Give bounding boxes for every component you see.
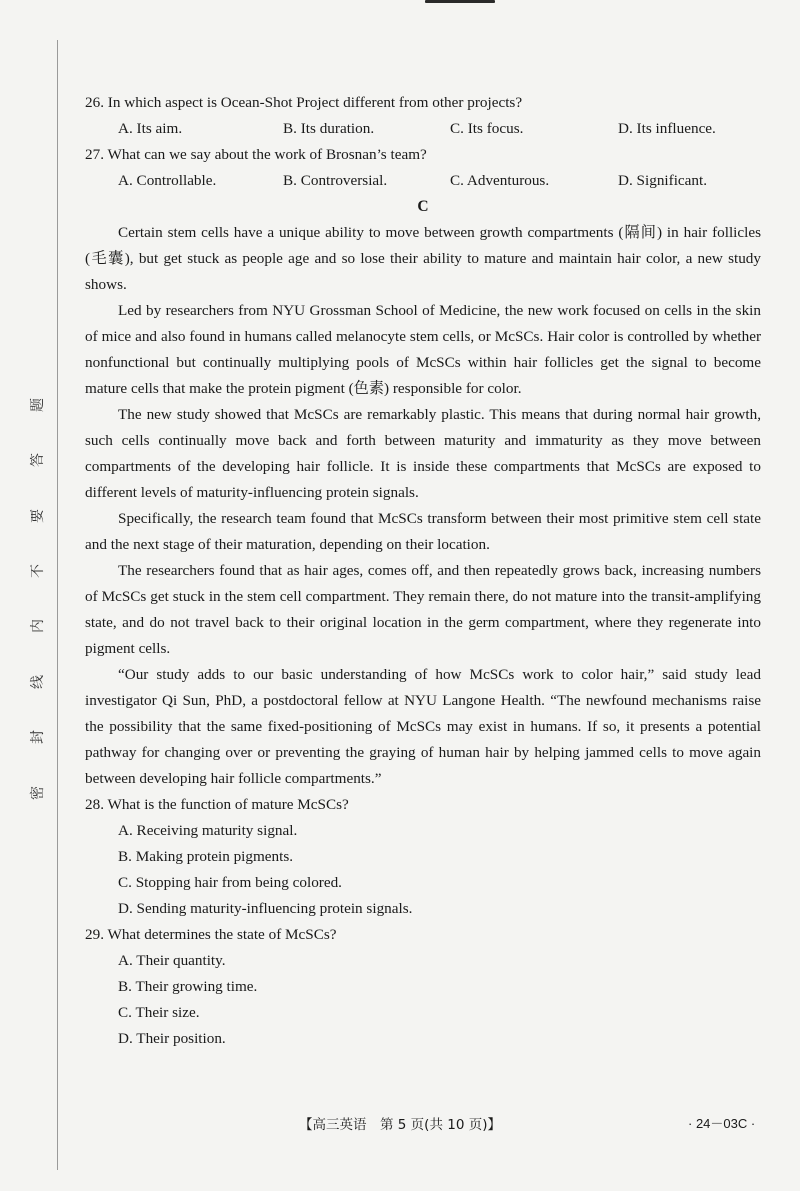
passage-paragraph: Led by researchers from NYU Grossman School of Medicine, the new work focused on cells in the skin of mice and also found in humans called melanocyte stem cells, or McSCs. Hair color is controlled by whether nonfunctional but continually multiplying pools of McSCs within hair follicles get the signal to become mature cells that make the protein pigment (色素) responsible for color. xyxy=(85,302,761,397)
passage-paragraph: Certain stem cells have a unique ability to move between growth compartments (隔间) in hair follicles (毛囊), but get stuck as people age and so lose their ability to mature and maintain hair color, a new study shows. xyxy=(85,224,761,293)
seal-char: 答 xyxy=(30,453,46,467)
seal-char: 封 xyxy=(30,730,46,744)
question-26-options xyxy=(85,116,761,142)
question-29-stem: 29. What determines the state of McSCs? xyxy=(85,926,337,943)
q27-option-d: D. Significant. xyxy=(618,172,708,189)
seal-char: 要 xyxy=(30,509,46,523)
q28-option-a: A. Receiving maturity signal. xyxy=(118,822,298,839)
seal-char: 题 xyxy=(30,398,46,412)
question-26-stem: 26. In which aspect is Ocean-Shot Project different from other projects? xyxy=(85,94,523,111)
seal-char: 密 xyxy=(30,786,46,800)
q26-option-a: A. Its aim. xyxy=(118,120,183,137)
q27-option-b: B. Controversial. xyxy=(283,172,388,189)
question-28-stem: 28. What is the function of mature McSCs? xyxy=(85,796,349,813)
top-edge-mark xyxy=(425,0,495,3)
q26-option-c: C. Its focus. xyxy=(450,120,524,137)
seal-char: 内 xyxy=(30,619,46,633)
passage-paragraph: “Our study adds to our basic understanding of how McSCs work to color hair,” said study lead investigator Qi Sun, PhD, a postdoctoral fellow at NYU Langone Health. “The newfound mechanisms raise the possibility that the same fixed-positioning of McSCs may exist in humans. If so, it presents a potential pathway for changing over or preventing the graying of human hair by helping jammed cells to move again between developing hair follicle compartments.” xyxy=(85,666,761,787)
seal-char: 不 xyxy=(30,564,46,578)
passage-paragraph: Specifically, the research team found that McSCs transform between their most primitive stem cell state and the next stage of their maturation, depending on their location. xyxy=(85,510,761,553)
exam-code: · 24－03C · xyxy=(688,1116,756,1131)
q29-option-d: D. Their position. xyxy=(118,1030,226,1047)
q26-option-b: B. Its duration. xyxy=(283,120,375,137)
exam-page-content xyxy=(85,90,761,1052)
passage-paragraph: The new study showed that McSCs are remarkably plastic. This means that during normal hair growth, such cells continually move back and forth between maturity and immaturity as they move between compartments of the developing hair follicle. It is inside these compartments that McSCs are exposed to different levels of maturity-influencing protein signals. xyxy=(85,406,761,501)
seal-char: 线 xyxy=(30,675,46,689)
page-footer xyxy=(0,1113,800,1135)
q28-option-b: B. Making protein pigments. xyxy=(118,848,294,865)
q28-option-d: D. Sending maturity-influencing protein signals. xyxy=(118,900,413,917)
q29-option-b: B. Their growing time. xyxy=(118,978,258,995)
q26-option-d: D. Its influence. xyxy=(618,120,716,137)
page-number-label: 【高三英语 第 5 页(共 10 页)】 xyxy=(299,1117,501,1133)
section-heading-c: C xyxy=(417,198,429,215)
question-27-stem: 27. What can we say about the work of Brosnan’s team? xyxy=(85,146,427,163)
passage-paragraph: The researchers found that as hair ages, comes off, and then repeatedly grows back, increasing numbers of McSCs get stuck in the stem cell compartment. They remain there, do not mature into the transit-amplifying state, and do not travel back to their original location in the germ compartment, where they regenerate into pigment cells. xyxy=(85,562,761,657)
q27-option-c: C. Adventurous. xyxy=(450,172,550,189)
q27-option-a: A. Controllable. xyxy=(118,172,217,189)
question-27-options xyxy=(85,168,761,194)
q29-option-a: A. Their quantity. xyxy=(118,952,226,969)
q29-option-c: C. Their size. xyxy=(118,1004,200,1021)
binding-margin-seal-text xyxy=(24,395,50,815)
q28-option-c: C. Stopping hair from being colored. xyxy=(118,874,342,891)
binding-margin-line xyxy=(57,40,58,1170)
